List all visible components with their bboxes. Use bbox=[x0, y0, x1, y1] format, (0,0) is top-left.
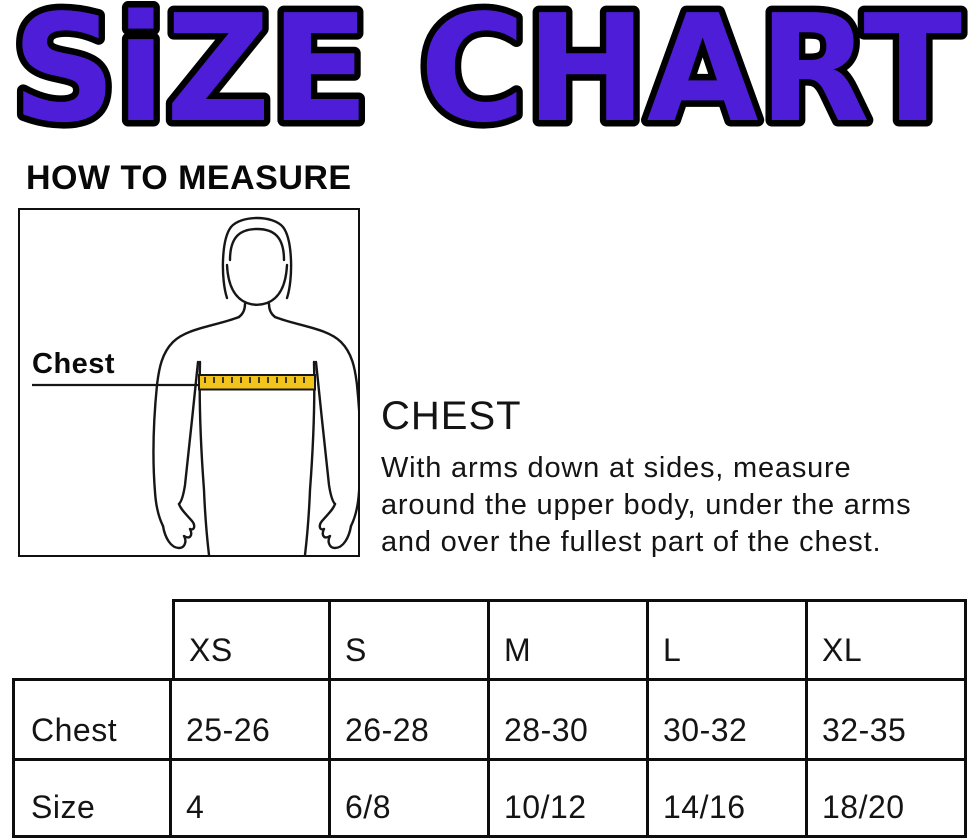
measuring-tape bbox=[199, 375, 315, 390]
table-cell-chest-l: 30-32 bbox=[649, 678, 808, 758]
row-label-size: Size bbox=[12, 758, 172, 838]
left-hand bbox=[163, 504, 194, 548]
measure-diagram-box bbox=[18, 208, 360, 557]
column-header-l: L bbox=[649, 599, 808, 678]
right-hand bbox=[320, 504, 351, 548]
row-label-chest: Chest bbox=[12, 678, 172, 758]
face-outline bbox=[227, 265, 287, 305]
left-arm-inner bbox=[179, 362, 198, 504]
table-cell-chest-m: 28-30 bbox=[490, 678, 649, 758]
column-header-m: M bbox=[490, 599, 649, 678]
column-header-s: S bbox=[331, 599, 490, 678]
body-outline-illustration bbox=[20, 210, 358, 555]
column-header-xl: XL bbox=[808, 599, 967, 678]
hairline bbox=[230, 229, 284, 260]
right-arm-inner bbox=[316, 362, 335, 504]
neck-right bbox=[269, 304, 275, 317]
torso-right bbox=[305, 362, 314, 555]
table-corner-cell bbox=[12, 599, 172, 678]
table-cell-chest-s: 26-28 bbox=[331, 678, 490, 758]
chest-description-line: and over the fullest part of the chest. bbox=[381, 526, 882, 558]
left-arm-outer bbox=[154, 317, 239, 526]
chest-description bbox=[381, 450, 911, 561]
right-arm-outer bbox=[275, 317, 358, 526]
table-cell-chest-xl: 32-35 bbox=[808, 678, 967, 758]
chest-description-line: around the upper body, under the arms bbox=[381, 489, 912, 521]
table-cell-size-s: 6/8 bbox=[331, 758, 490, 838]
neck-left bbox=[239, 304, 245, 317]
torso-left bbox=[200, 362, 209, 555]
table-cell-size-xl: 18/20 bbox=[808, 758, 967, 838]
chest-diagram-label: Chest bbox=[32, 348, 116, 380]
page-title: SiZE CHART bbox=[12, 0, 963, 152]
chest-section-heading: CHEST bbox=[381, 394, 522, 438]
how-to-measure-heading: HOW TO MEASURE bbox=[26, 159, 352, 197]
column-header-xs: XS bbox=[172, 599, 331, 678]
table-cell-size-l: 14/16 bbox=[649, 758, 808, 838]
table-cell-chest-xs: 25-26 bbox=[172, 678, 331, 758]
size-table bbox=[12, 599, 967, 838]
table-cell-size-m: 10/12 bbox=[490, 758, 649, 838]
table-cell-size-xs: 4 bbox=[172, 758, 331, 838]
size-chart-title-graphic bbox=[0, 0, 978, 152]
chest-description-line: With arms down at sides, measure bbox=[381, 452, 852, 484]
